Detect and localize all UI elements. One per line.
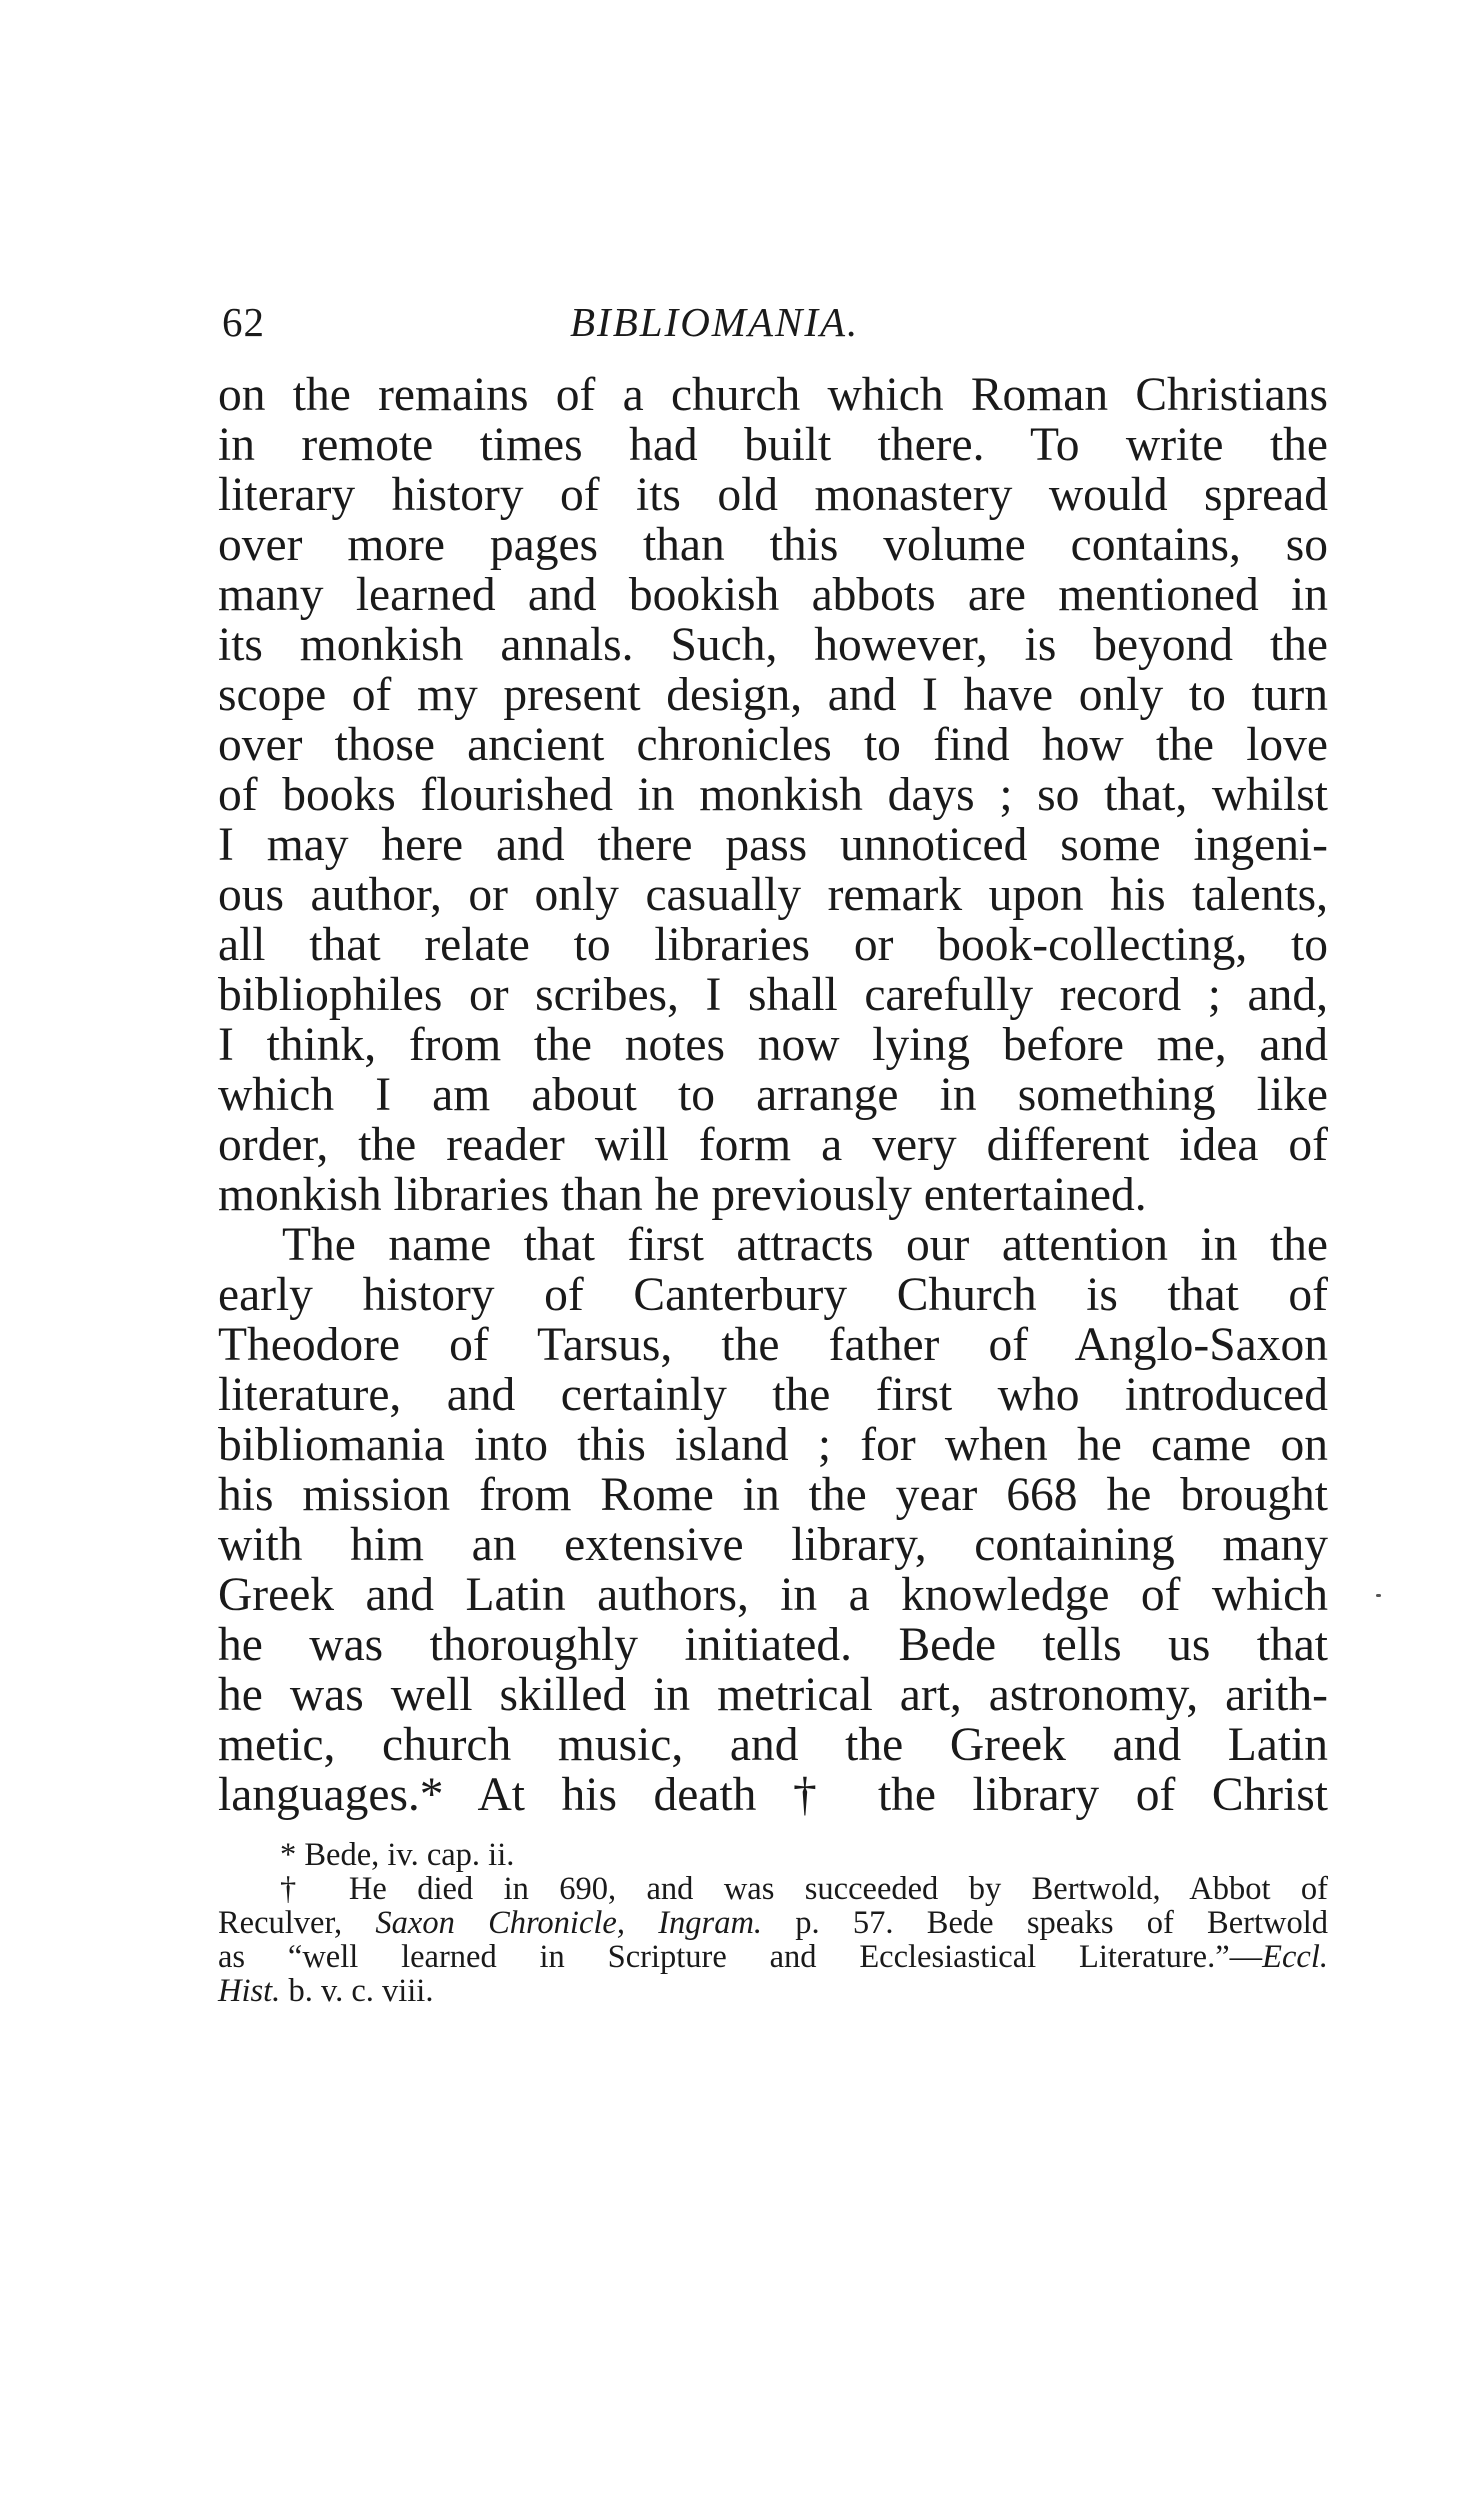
ink-speck bbox=[1376, 1594, 1381, 1597]
footnote-citation: Hist. bbox=[218, 1973, 281, 2009]
running-title: BIBLIOMANIA. bbox=[570, 299, 860, 345]
footnote-citation: Saxon Chronicle, Ingram. bbox=[375, 1905, 763, 1941]
footnote-bede: * Bede, iv. cap. ii. bbox=[280, 1837, 515, 1873]
footnote-text: Reculver, bbox=[218, 1905, 376, 1941]
text-line: he was thoroughly initiated. Bede tells us that bbox=[218, 1619, 1328, 1671]
text-line: scope of my present design, and I have only to turn bbox=[218, 669, 1328, 721]
footnote-text: as “well learned in Scripture and Ecclesiastical Literature.”— bbox=[218, 1939, 1263, 1975]
footnote-death-line-1: † He died in 690, and was succeeded by Bertwold, Abbot of bbox=[280, 1871, 1328, 1907]
text-line: of books flourished in monkish days ; so that, whilst bbox=[218, 769, 1328, 821]
text-line: over those ancient chronicles to find how the love bbox=[218, 719, 1328, 771]
footnote-text: p. 57. Bede speaks of Bertwold bbox=[762, 1905, 1328, 1941]
text-line: over more pages than this volume contains, so bbox=[218, 519, 1328, 571]
footnote-death-line-3 bbox=[218, 1940, 1328, 1974]
text-line: I may here and there pass unnoticed some ingeni- bbox=[218, 819, 1328, 871]
text-line: literary history of its old monastery would spread bbox=[218, 469, 1328, 521]
footnote-citation: Eccl. bbox=[1262, 1939, 1328, 1975]
text-line: Greek and Latin authors, in a knowledge of which bbox=[218, 1569, 1328, 1621]
text-line: order, the reader will form a very different idea of bbox=[218, 1119, 1328, 1171]
text-line: with him an extensive library, containing many bbox=[218, 1519, 1328, 1571]
footnote-death-line-4 bbox=[218, 1974, 1328, 2008]
text-line: I think, from the notes now lying before me, and bbox=[218, 1019, 1328, 1071]
text-line: he was well skilled in metrical art, astronomy, arith- bbox=[218, 1669, 1328, 1721]
page-number: 62 bbox=[222, 299, 265, 345]
text-line: bibliophiles or scribes, I shall carefully record ; and, bbox=[218, 969, 1328, 1021]
text-line: monkish libraries than he previously entertained. bbox=[218, 1169, 1147, 1221]
text-line: early history of Canterbury Church is that of bbox=[218, 1269, 1328, 1321]
text-line: ous author, or only casually remark upon his talents, bbox=[218, 869, 1328, 921]
text-line: metic, church music, and the Greek and Latin bbox=[218, 1719, 1328, 1771]
text-line: on the remains of a church which Roman Christians bbox=[218, 369, 1328, 421]
text-line: languages.* At his death † the library of Christ bbox=[218, 1769, 1328, 1821]
text-line: all that relate to libraries or book-collecting, to bbox=[218, 919, 1328, 971]
text-line: Theodore of Tarsus, the father of Anglo-Saxon bbox=[218, 1319, 1328, 1371]
text-line: in remote times had built there. To write the bbox=[218, 419, 1328, 471]
text-line: which I am about to arrange in something like bbox=[218, 1069, 1328, 1121]
footnote-text: b. v. c. viii. bbox=[280, 1973, 434, 2009]
footnotes bbox=[218, 1838, 1328, 2008]
text-line: bibliomania into this island ; for when he came on bbox=[218, 1419, 1328, 1471]
page-header bbox=[218, 292, 1318, 352]
text-line: literature, and certainly the first who introduced bbox=[218, 1369, 1328, 1421]
body-text bbox=[218, 370, 1328, 1820]
footnote-death-line-2 bbox=[218, 1906, 1328, 1940]
text-line: its monkish annals. Such, however, is beyond the bbox=[218, 619, 1328, 671]
text-line: The name that first attracts our attention in the bbox=[282, 1219, 1328, 1271]
text-line: many learned and bookish abbots are mentioned in bbox=[218, 569, 1328, 621]
text-line: his mission from Rome in the year 668 he brought bbox=[218, 1469, 1328, 1521]
